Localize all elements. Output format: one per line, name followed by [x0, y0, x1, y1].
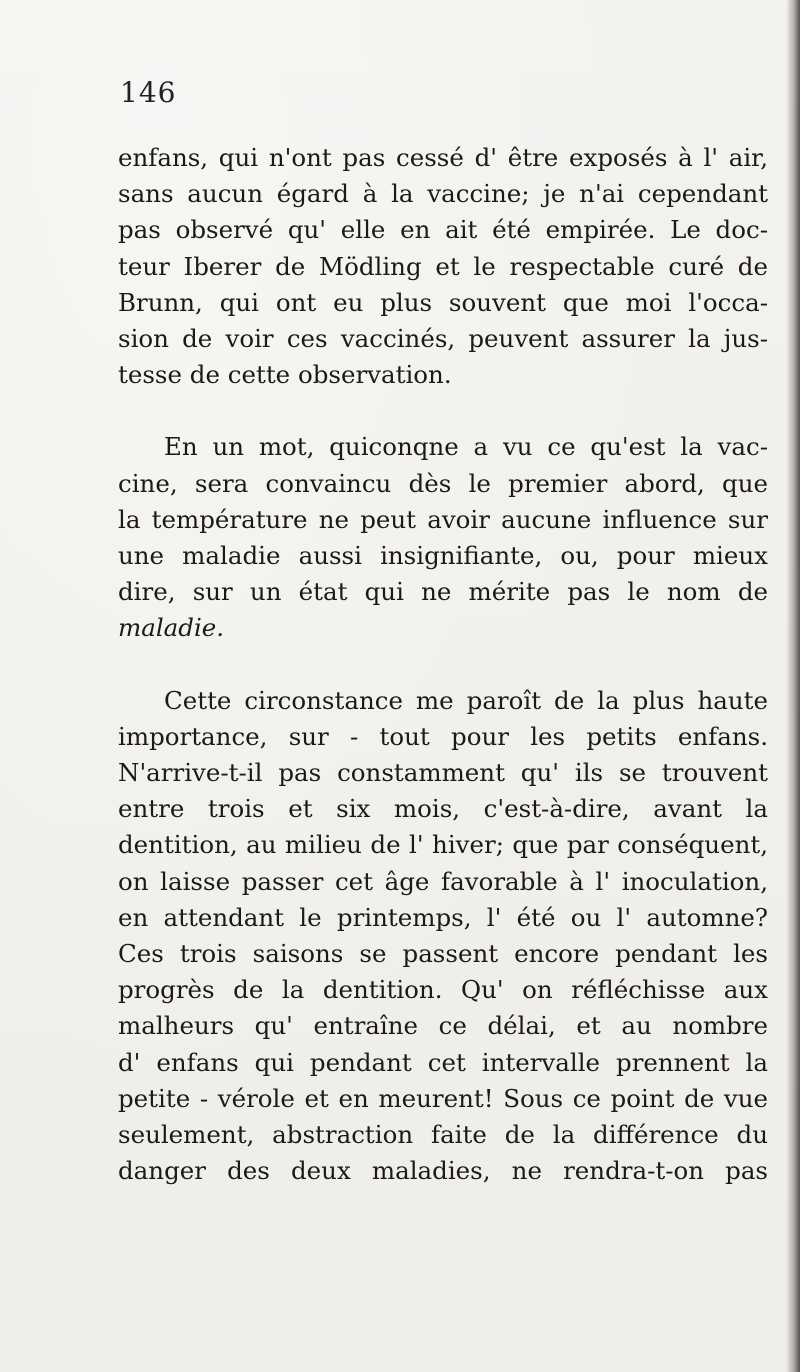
text-line: pas observé qu' elle en ait été empirée. Le doc- — [118, 215, 768, 245]
text-line: seulement, abstraction faite de la différence du — [118, 1120, 768, 1150]
text-line-italic: maladie. — [118, 613, 225, 643]
text-line: Cette circonstance me paroît de la plus haute — [164, 685, 768, 715]
paragraph-gap — [118, 393, 768, 429]
body-text — [118, 140, 768, 1189]
text-line: d' enfans qui pendant cet intervalle prennent la — [118, 1047, 768, 1077]
text-line: dentition, au milieu de l' hiver; que par conséquent, — [118, 830, 768, 860]
text-line: dire, sur un état qui ne mérite pas le nom de — [118, 577, 768, 607]
text-line: enfans, qui n'ont pas cessé d' être exposés à l' air, — [118, 143, 768, 172]
text-line: progrès de la dentition. Qu' on réfléchisse aux — [118, 975, 768, 1005]
text-line: importance, sur - tout pour les petits enfans. — [118, 721, 768, 751]
text-line: tesse de cette observation. — [118, 360, 452, 390]
text-line: une maladie aussi insignifiante, ou, pour mieux — [118, 541, 768, 571]
text-line: petite - vérole et en meurent! Sous ce point de vue — [118, 1083, 768, 1113]
text-line: sion de voir ces vaccinés, peuvent assurer la jus- — [118, 324, 768, 354]
text-line: cine, sera convaincu dès le premier abord, que — [118, 468, 768, 498]
text-line: Ces trois saisons se passent encore pendant les — [118, 939, 768, 969]
text-line: la température ne peut avoir aucune influence sur — [118, 504, 768, 534]
text-line: entre trois et six mois, c'est-à-dire, avant la — [118, 794, 768, 824]
text-line: teur Iberer de Mödling et le respectable curé de — [118, 251, 768, 281]
text-line: sans aucun égard à la vaccine; je n'ai cependant — [118, 179, 768, 209]
text-line: on laisse passer cet âge favorable à l' inoculation, — [118, 866, 768, 896]
text-line: danger des deux maladies, ne rendra-t-on pas — [118, 1156, 768, 1186]
paragraph-2 — [118, 429, 768, 646]
text-line: en attendant le printemps, l' été ou l' automne? — [118, 902, 768, 932]
text-line: N'arrive-t-il pas constamment qu' ils se trouvent — [118, 758, 768, 788]
paragraph-1 — [118, 140, 768, 393]
paragraph-gap — [118, 647, 768, 683]
page-edge-shadow — [786, 0, 800, 1372]
text-line: En un mot, quiconqne a vu ce qu'est la vac- — [164, 432, 768, 462]
text-line: Brunn, qui ont eu plus souvent que moi l'occa- — [118, 287, 768, 317]
paragraph-3 — [118, 683, 768, 1190]
text-line: malheurs qu' entraîne ce délai, et au nombre — [118, 1011, 768, 1041]
page-number: 146 — [120, 76, 177, 109]
